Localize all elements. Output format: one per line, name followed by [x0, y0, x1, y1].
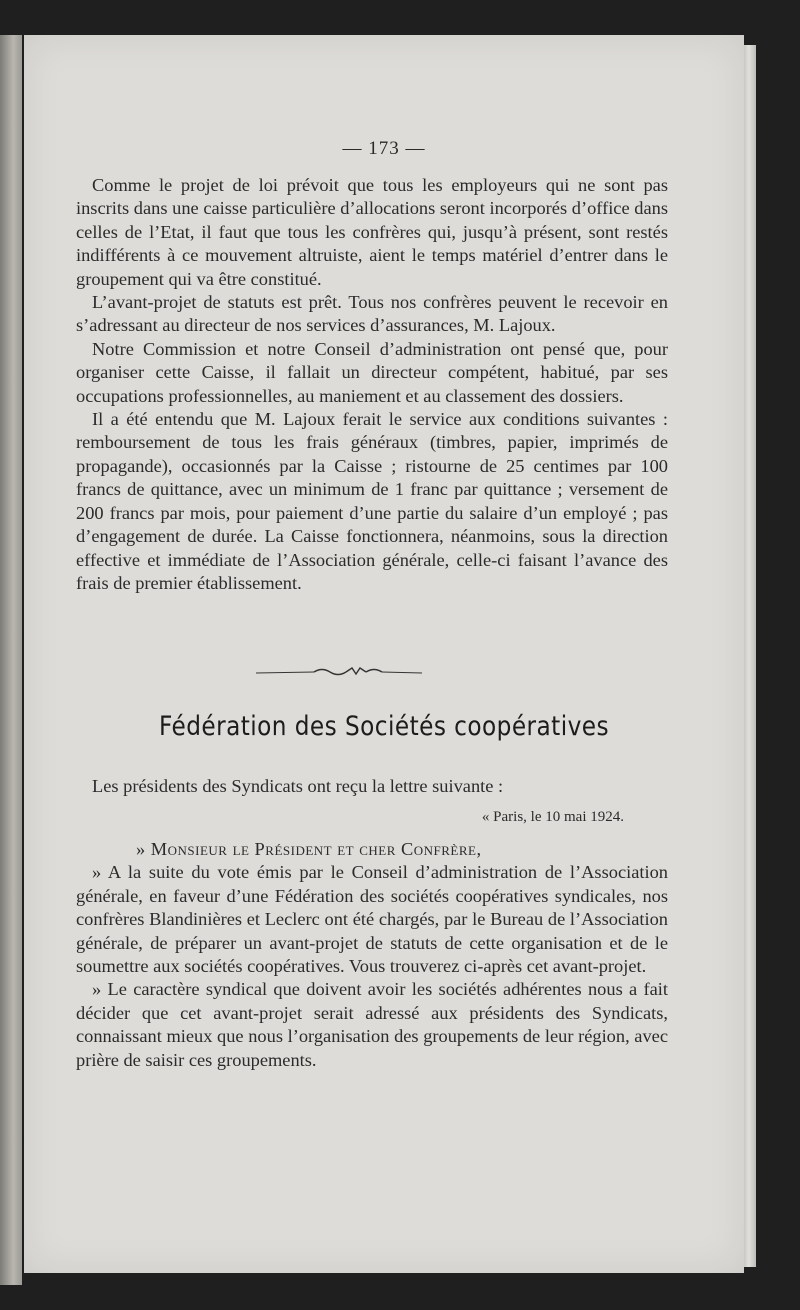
book-page [24, 35, 744, 1273]
page-number: — 173 — [342, 138, 426, 159]
paragraph: Comme le projet de loi prévoit que tous les employeurs qui ne sont pas inscrits dans une caisse particulière d’allocations seront incorporés d’office dans celles de l’Etat, il faut que tous les confrères qui, jusqu’à présent, sont restés indifférents à ce mouvement altruiste, aient le temps matériel d’entrer dans le groupement qui va être constitué. [76, 175, 668, 289]
letter-body [76, 838, 668, 1072]
paragraph: » A la suite du vote émis par le Conseil d’administration de l’Association générale, en faveur d’une Fédération des sociétés coopératives syndicales, nos confrères Blandinières et Leclerc ont été chargés, par le Bureau de l’Association générale, de préparer un avant-projet de statuts de cette organisation et de le soumettre aux sociétés coopératives. Vous trouverez ci-après cet avant-projet. [76, 862, 668, 977]
ornament-divider [254, 663, 424, 681]
body-text-top [76, 174, 668, 595]
paragraph: Notre Commission et notre Conseil d’administration ont pensé que, pour organiser cette Caisse, il fallait un directeur compétent, habitué, par ses occupations professionnelles, au maniement et au classement des dossiers. [76, 338, 668, 406]
letter-salutation: » Monsieur le Président et cher Confrère, [136, 839, 482, 859]
intro-text [76, 775, 668, 798]
page-stack-edge [744, 45, 756, 1267]
adjacent-page-edge [0, 35, 22, 1285]
intro-line: Les présidents des Syndicats ont reçu la lettre suivante : [92, 776, 504, 796]
letter-dateline: « Paris, le 10 mai 1924. [481, 809, 624, 825]
paragraph: » Le caractère syndical que doivent avoir les sociétés adhérentes nous a fait décider que cet avant-projet serait adressé aux présidents des Syndicats, connaissant mieux que nous l’organisation des groupements de leur région, avec prière de saisir ces groupements. [76, 979, 668, 1070]
section-title: Fédération des Sociétés coopératives [159, 711, 609, 742]
paragraph: L’avant-projet de statuts est prêt. Tous nos confrères peuvent le recevoir en s’adressant au directeur de nos services d’assurances, M. Lajoux. [76, 292, 668, 336]
paragraph: Il a été entendu que M. Lajoux ferait le service aux conditions suivantes : remboursement de tous les frais généraux (timbres, papier, imprimés de propagande), occasionnés par la Caisse ; ristourne de 25 centimes par 100 francs de quittance, avec un minimum de 1 franc par quittance ; versement de 200 francs par mois, pour paiement d’une partie du salaire d’un employé ; pas d’engagement de durée. La Caisse fonctionnera, néanmoins, sous la direction effective et immédiate de l’Association générale, celle-ci faisant l’avance des frais de premier établissement. [76, 409, 668, 593]
